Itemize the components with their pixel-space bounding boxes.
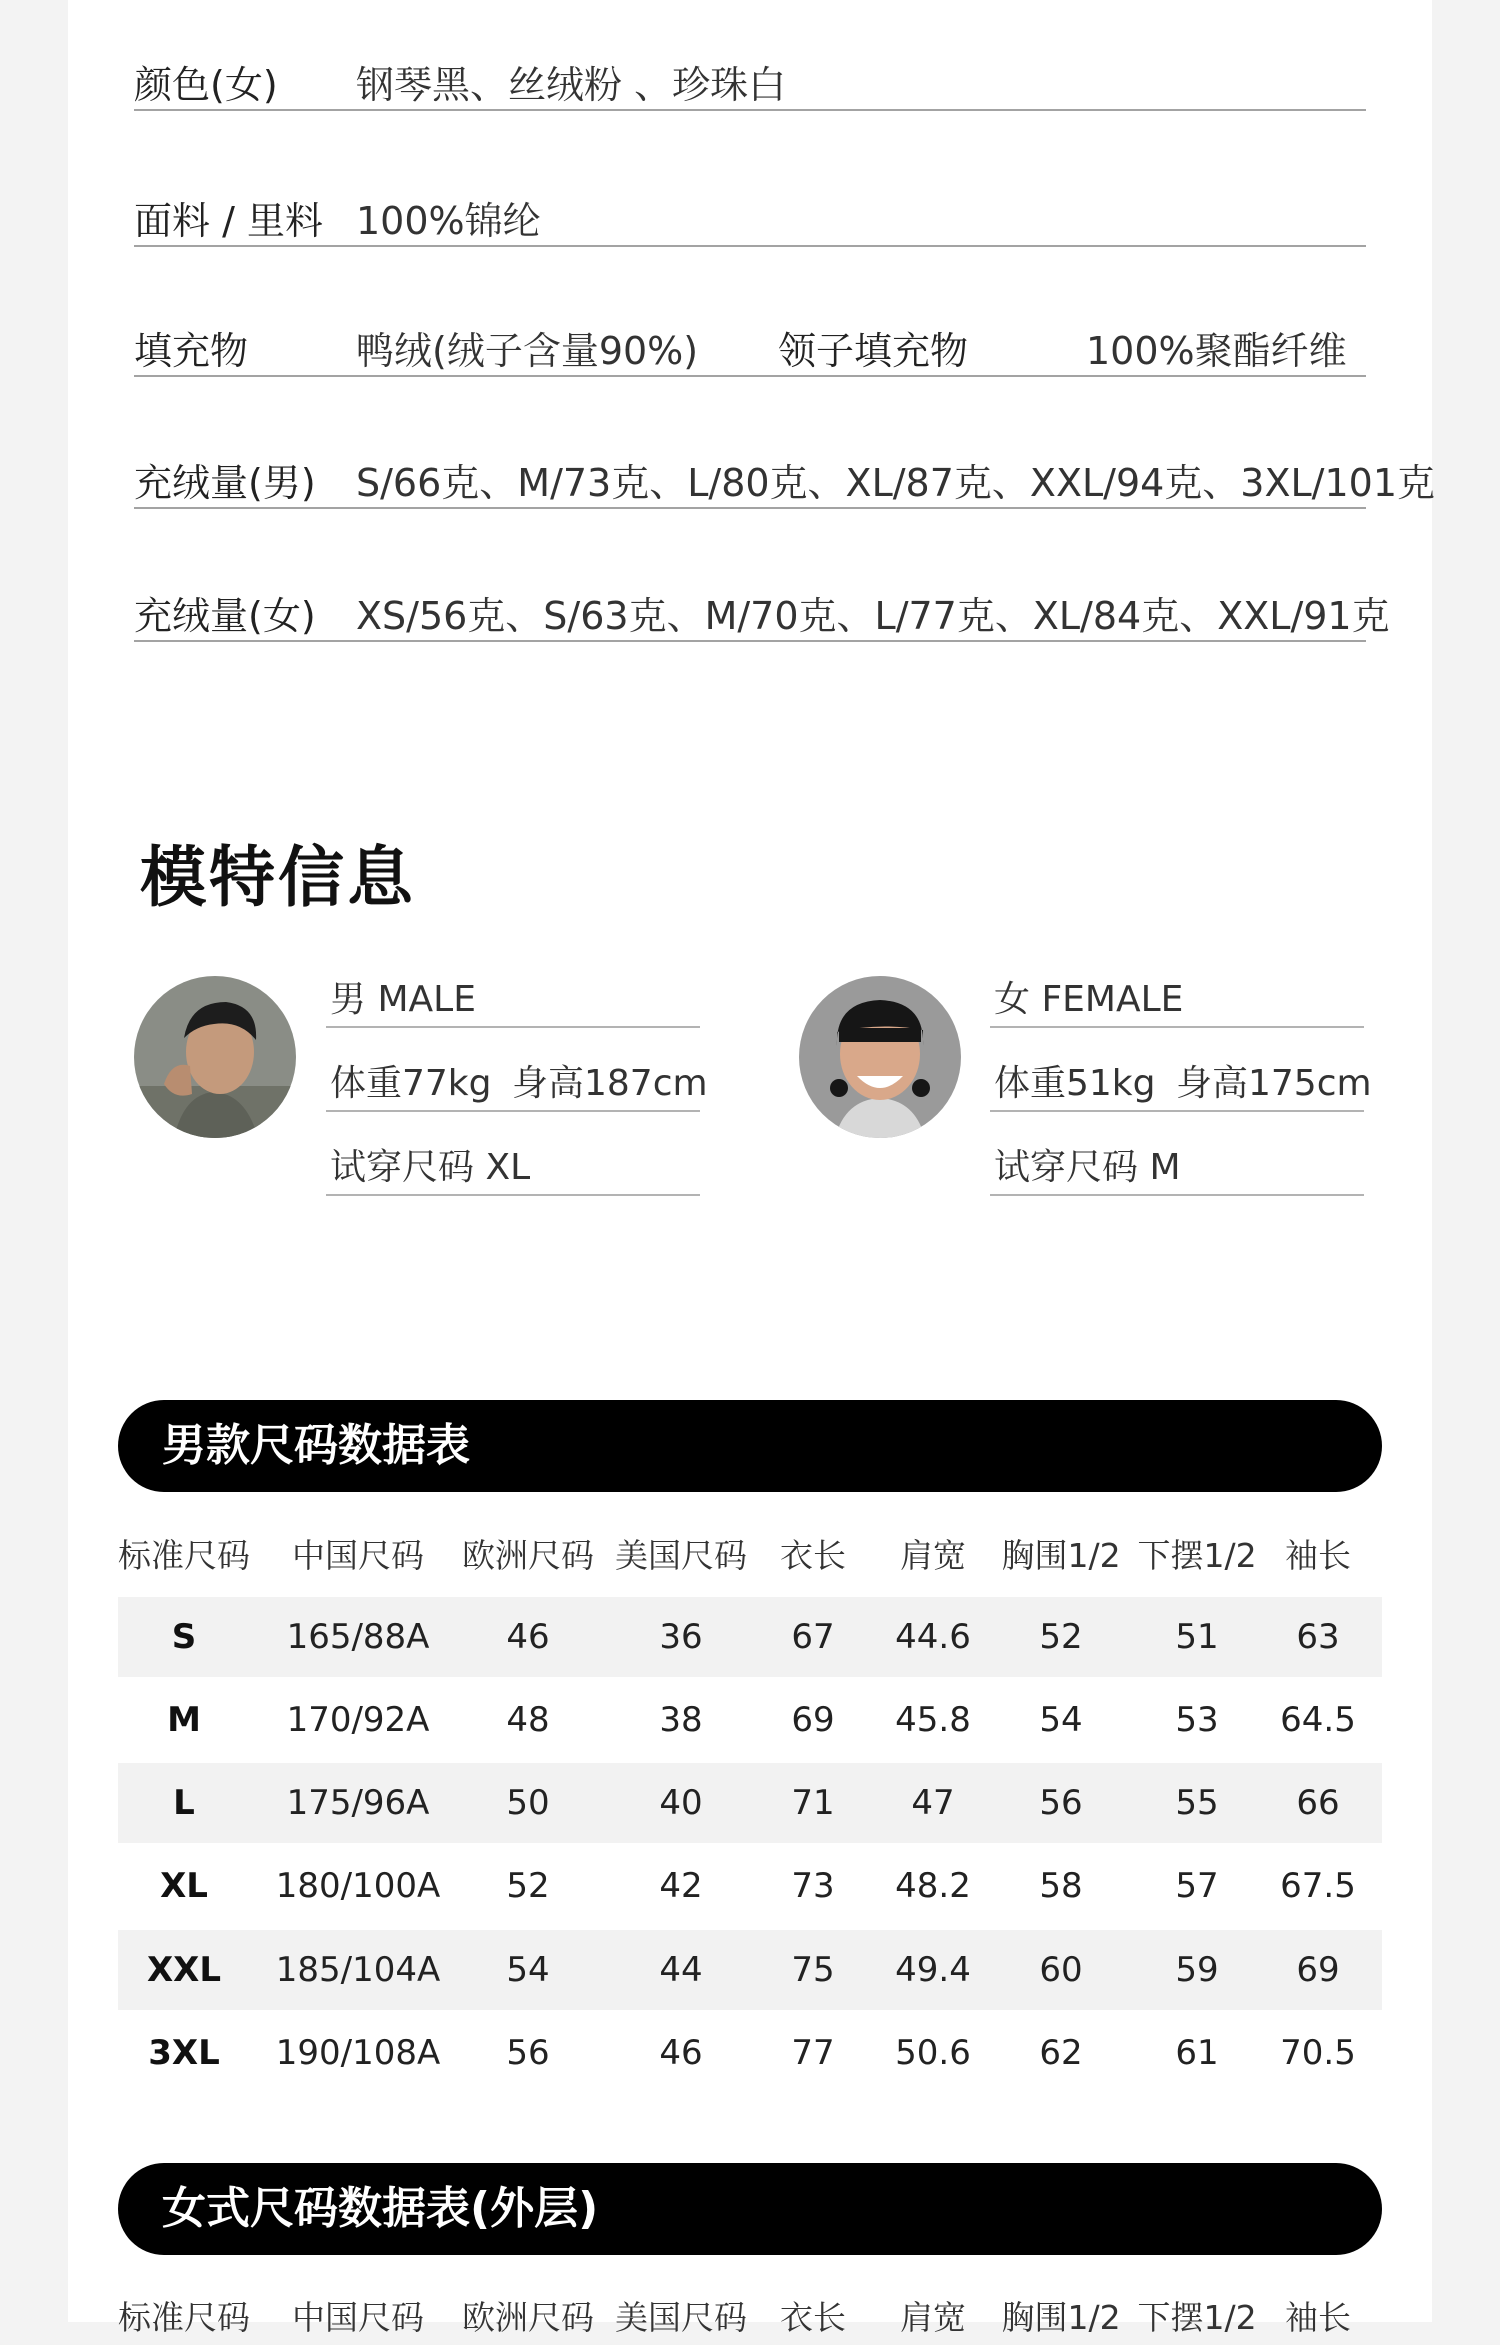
spec-row-down-female (134, 592, 1390, 642)
spec-value: 钢琴黑、丝绒粉 、珍珠白 (356, 63, 787, 107)
spec-label: 充绒量(女) (134, 594, 316, 638)
female-weight: 体重51kg (994, 1063, 1156, 1104)
spec-value: 100%锦纶 (356, 199, 541, 243)
spec-value: 鸭绒(绒子含量90%) (356, 329, 699, 373)
spec-value: S/66克、M/73克、L/80克、XL/87克、XXL/94克、3XL/101克 (356, 461, 1436, 505)
table-row: M 170/92A 48 38 69 45.8 54 53 64.5 (167, 1700, 1356, 1740)
male-size-line (326, 1142, 700, 1196)
male-size: 试穿尺码 XL (330, 1147, 531, 1188)
female-size: 试穿尺码 M (994, 1147, 1181, 1188)
women-size-table-heading (118, 2163, 1382, 2255)
men-size-table-heading (118, 1400, 1382, 1492)
table-row: L 175/96A 50 40 71 47 56 55 66 (118, 1763, 1382, 1843)
spec-row-down-male (134, 459, 1436, 509)
model-info-title: 模特信息 (140, 839, 416, 916)
spec-label: 面料 / 里料 (134, 199, 323, 243)
spec-value-collar: 100%聚酯纤维 (1086, 329, 1347, 373)
female-model-avatar (799, 976, 961, 1138)
women-table-header-row: 标准尺码 中国尺码 欧洲尺码 美国尺码 衣长 肩宽 胸围1/2 下摆1/2 袖长 (118, 2297, 1351, 2337)
spec-value: XS/56克、S/63克、M/70克、L/77克、XL/84克、XXL/91克 (356, 594, 1390, 638)
female-height: 身高175cm (1176, 1063, 1372, 1104)
male-height: 身高187cm (512, 1063, 708, 1104)
men-size-table-title: 男款尺码数据表 (162, 1420, 470, 1471)
spec-label: 充绒量(男) (134, 461, 316, 505)
female-body-line (990, 1058, 1372, 1112)
women-size-table-title: 女式尺码数据表(外层) (162, 2183, 599, 2234)
spec-label: 填充物 (134, 329, 249, 373)
male-gender-line (326, 974, 700, 1028)
product-detail-page (68, 0, 1436, 2337)
female-gender-line (990, 974, 1364, 1028)
male-weight: 体重77kg (330, 1063, 492, 1104)
male-body-line (326, 1058, 708, 1112)
female-size-line (990, 1142, 1364, 1196)
spec-row-color (134, 61, 1366, 111)
male-model-avatar (134, 976, 296, 1138)
female-gender-label: 女 FEMALE (994, 979, 1184, 1020)
table-row: XXL 185/104A 54 44 75 49.4 60 59 69 (118, 1930, 1382, 2010)
spec-row-filling (134, 327, 1366, 377)
table-row: XL 180/100A 52 42 73 48.2 58 57 67.5 (160, 1866, 1356, 1906)
spec-label-collar: 领子填充物 (778, 329, 969, 373)
spec-row-fabric (134, 197, 1366, 247)
men-table-header-row: 标准尺码 中国尺码 欧洲尺码 美国尺码 衣长 肩宽 胸围1/2 下摆1/2 袖长 (118, 1535, 1351, 1575)
male-gender-label: 男 MALE (330, 979, 476, 1020)
table-row: S 165/88A 46 36 67 44.6 52 51 63 (118, 1597, 1382, 1677)
spec-label: 颜色(女) (134, 63, 278, 107)
table-row: 3XL 190/108A 56 46 77 50.6 62 61 70.5 (148, 2033, 1356, 2073)
